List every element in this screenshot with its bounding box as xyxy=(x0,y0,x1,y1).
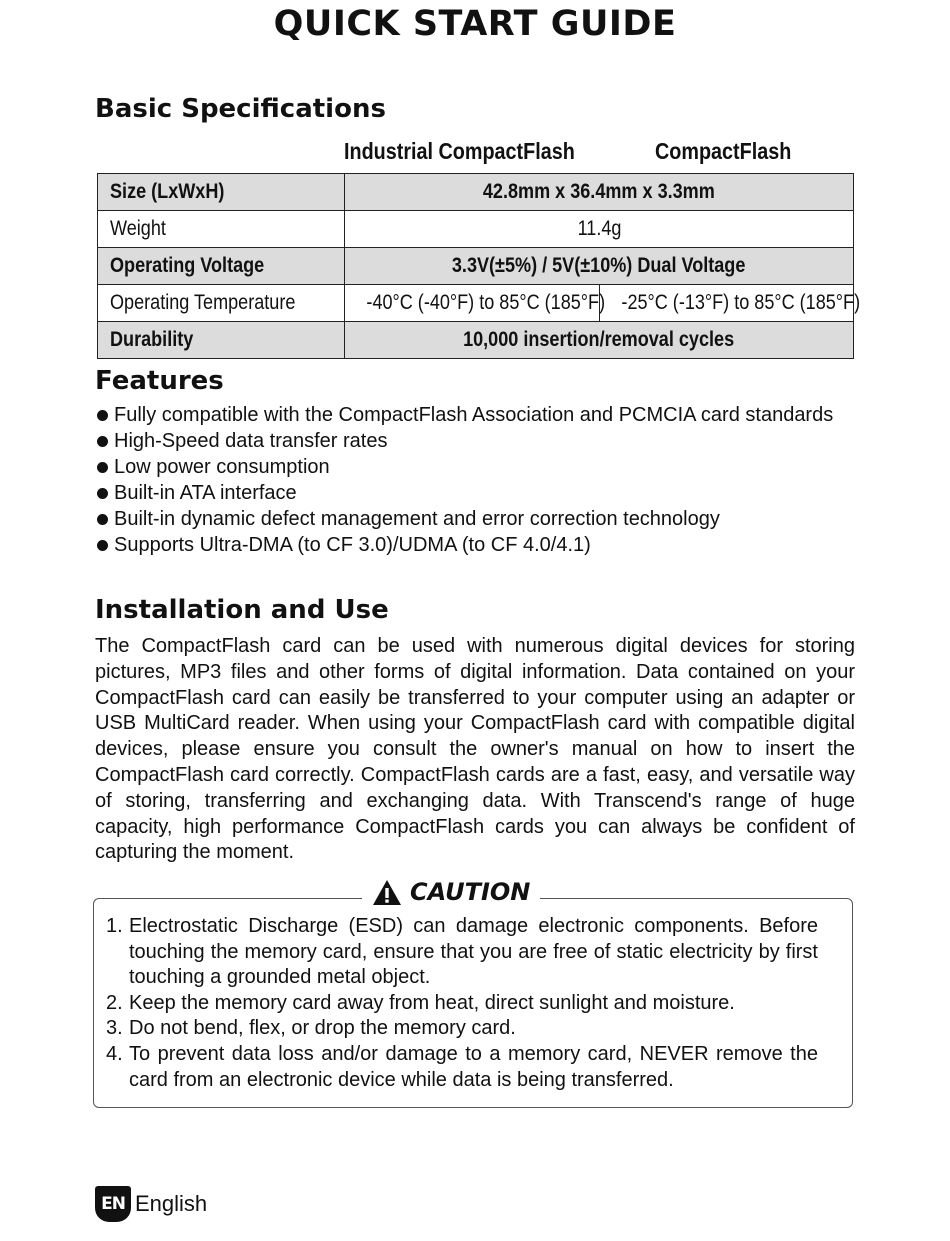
list-item: 1. Electrostatic Discharge (ESD) can damage electronic components. Before touching the memory card, ensure that you are free of static electricity by first touching a grounded metal object. xyxy=(106,915,818,989)
column-header-industrial: Industrial CompactFlash xyxy=(344,138,575,164)
footer xyxy=(95,1186,207,1222)
spec-row-voltage xyxy=(98,248,854,285)
spec-row-temperature xyxy=(98,285,854,322)
installation-heading: Installation and Use xyxy=(95,595,389,625)
bullet-icon xyxy=(97,436,108,447)
caution-list xyxy=(106,914,818,1093)
warning-triangle-icon xyxy=(372,879,402,906)
list-item: Fully compatible with the CompactFlash Association and PCMCIA card standards xyxy=(95,402,857,428)
spec-row-durability xyxy=(98,322,854,359)
spec-value: 10,000 insertion/removal cycles xyxy=(345,322,854,359)
caution-title: CAUTION xyxy=(410,878,531,906)
features-heading: Features xyxy=(95,366,224,396)
spec-row-size xyxy=(98,174,854,211)
language-label: English xyxy=(135,1191,208,1216)
spec-label: Weight xyxy=(98,211,345,248)
list-item: High-Speed data transfer rates xyxy=(95,428,857,454)
column-header-compactflash: CompactFlash xyxy=(655,138,792,164)
features-list xyxy=(95,402,857,558)
spec-value: 42.8mm x 36.4mm x 3.3mm xyxy=(345,174,854,211)
list-item: Built-in ATA interface xyxy=(95,480,857,506)
spec-value: 11.4g xyxy=(345,211,854,248)
spec-label: Operating Voltage xyxy=(98,248,345,285)
specs-heading: Basic Specifications xyxy=(95,94,386,124)
bullet-icon xyxy=(97,488,108,499)
specs-table xyxy=(97,173,860,359)
installation-body: The CompactFlash card can be used with numerous digital devices for storing pictures, MP3 files and other forms of digital information. Data contained on your CompactFlash card can easily be transferred to your computer using an adapter or USB MultiCard reader. When using your CompactFlash card with compatible digital devices, please ensure you consult the owner's manual on how to insert the CompactFlash card correctly. CompactFlash cards are a fast, easy, and versatile way of storing, transferring and exchanging data. With Transcend's range of huge capacity, high performance CompactFlash cards you can always be confident of capturing the moment. xyxy=(95,635,855,864)
spec-row-weight xyxy=(98,211,854,248)
spec-value-standard: -25°C (-13°F) to 85°C (185°F) xyxy=(599,285,854,322)
language-badge: EN xyxy=(95,1186,131,1222)
list-item: Low power consumption xyxy=(95,454,857,480)
spec-label: Operating Temperature xyxy=(98,285,345,322)
spec-label: Size (LxWxH) xyxy=(98,174,345,211)
page-title: QUICK START GUIDE xyxy=(273,4,677,44)
caution-heading xyxy=(362,878,540,906)
bullet-icon xyxy=(97,514,108,525)
spec-value: 3.3V(±5%) / 5V(±10%) Dual Voltage xyxy=(345,248,854,285)
list-item: 3. Do not bend, flex, or drop the memory card. xyxy=(106,1017,516,1040)
bullet-icon xyxy=(97,410,108,421)
bullet-icon xyxy=(97,540,108,551)
list-item: 4. To prevent data loss and/or damage to a memory card, NEVER remove the card from an electronic device while data is being transferred. xyxy=(106,1042,818,1091)
bullet-icon xyxy=(97,462,108,473)
list-item: Supports Ultra-DMA (to CF 3.0)/UDMA (to CF 4.0/4.1) xyxy=(95,532,857,558)
spec-label: Durability xyxy=(98,322,345,359)
list-item: Built-in dynamic defect management and error correction technology xyxy=(95,506,857,532)
list-item: 2. Keep the memory card away from heat, direct sunlight and moisture. xyxy=(106,991,735,1014)
spec-value-industrial: -40°C (-40°F) to 85°C (185°F) xyxy=(345,285,600,322)
